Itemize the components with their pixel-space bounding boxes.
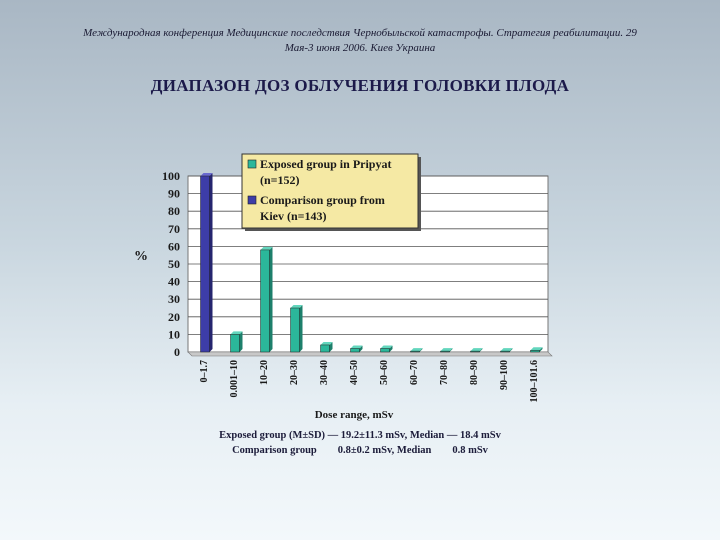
x-axis-label: Dose range, mSv [314, 409, 394, 421]
conference-line-2: Мая-3 июня 2006. Киев Украина [284, 42, 436, 54]
legend-entry-label: Kiev (n=143) [260, 209, 327, 223]
x-tick-label: 0.001–10 [229, 360, 240, 398]
bar [531, 350, 540, 352]
y-tick-label: 80 [168, 204, 180, 219]
page-title: ДИАПАЗОН ДОЗ ОБЛУЧЕНИЯ ГОЛОВКИ ПЛОДА [150, 76, 570, 95]
y-tick-label: 50 [168, 257, 180, 271]
bar [441, 351, 450, 352]
x-tick-label: 70–80 [439, 360, 450, 385]
bar-side [270, 247, 273, 352]
x-tick-label: 20–30 [289, 360, 300, 385]
y-axis-label: % [134, 249, 148, 264]
bar [321, 345, 330, 352]
bar [411, 351, 420, 352]
bar [381, 348, 390, 352]
x-tick-label: 40–50 [349, 360, 360, 385]
legend-entry-label: Comparison group from [260, 193, 385, 207]
bar-side [210, 173, 213, 352]
x-tick-label: 10–20 [259, 360, 270, 385]
bar-side [300, 305, 303, 352]
bar [351, 348, 360, 352]
legend-entry-label: (n=152) [260, 173, 300, 187]
x-tick-label: 90–100 [499, 360, 510, 390]
y-tick-label: 10 [168, 327, 180, 342]
y-tick-label: 40 [168, 274, 180, 289]
x-tick-label: 30–40 [319, 360, 330, 385]
footer-exposed-stats: Exposed group (M±SD) — 19.2±11.3 mSv, Median — 18.4 mSv [219, 430, 501, 441]
bar [201, 176, 210, 352]
y-tick-label: 0 [174, 345, 180, 359]
plot-floor [188, 352, 552, 356]
bar [231, 334, 240, 352]
y-tick-label: 100 [162, 169, 180, 183]
x-tick-label: 60–70 [409, 360, 420, 385]
legend-entry-label: Exposed group in Pripyat [260, 157, 392, 171]
y-tick-label: 90 [168, 186, 180, 201]
y-tick-label: 60 [168, 239, 180, 254]
legend-swatch [248, 160, 256, 168]
bar [471, 351, 480, 352]
bar-side [240, 331, 243, 352]
y-tick-label: 20 [168, 309, 180, 324]
bar [291, 308, 300, 352]
legend-swatch [248, 196, 256, 204]
bar [261, 250, 270, 352]
y-tick-label: 70 [168, 221, 180, 236]
x-tick-label: 100–101.6 [529, 360, 540, 403]
conference-line-1: Международная конференция Медицинские последствия Чернобыльской катастрофы. Стратегия реабилитации. 29 [83, 27, 637, 39]
footer-comparison-stats: Comparison group 0.8±0.2 mSv, Median 0.8 mSv [232, 445, 488, 456]
x-tick-label: 80–90 [469, 360, 480, 385]
x-tick-label: 0–1.7 [199, 360, 210, 383]
x-tick-label: 50–60 [379, 360, 390, 385]
y-tick-label: 30 [168, 292, 180, 307]
bar [501, 351, 510, 352]
